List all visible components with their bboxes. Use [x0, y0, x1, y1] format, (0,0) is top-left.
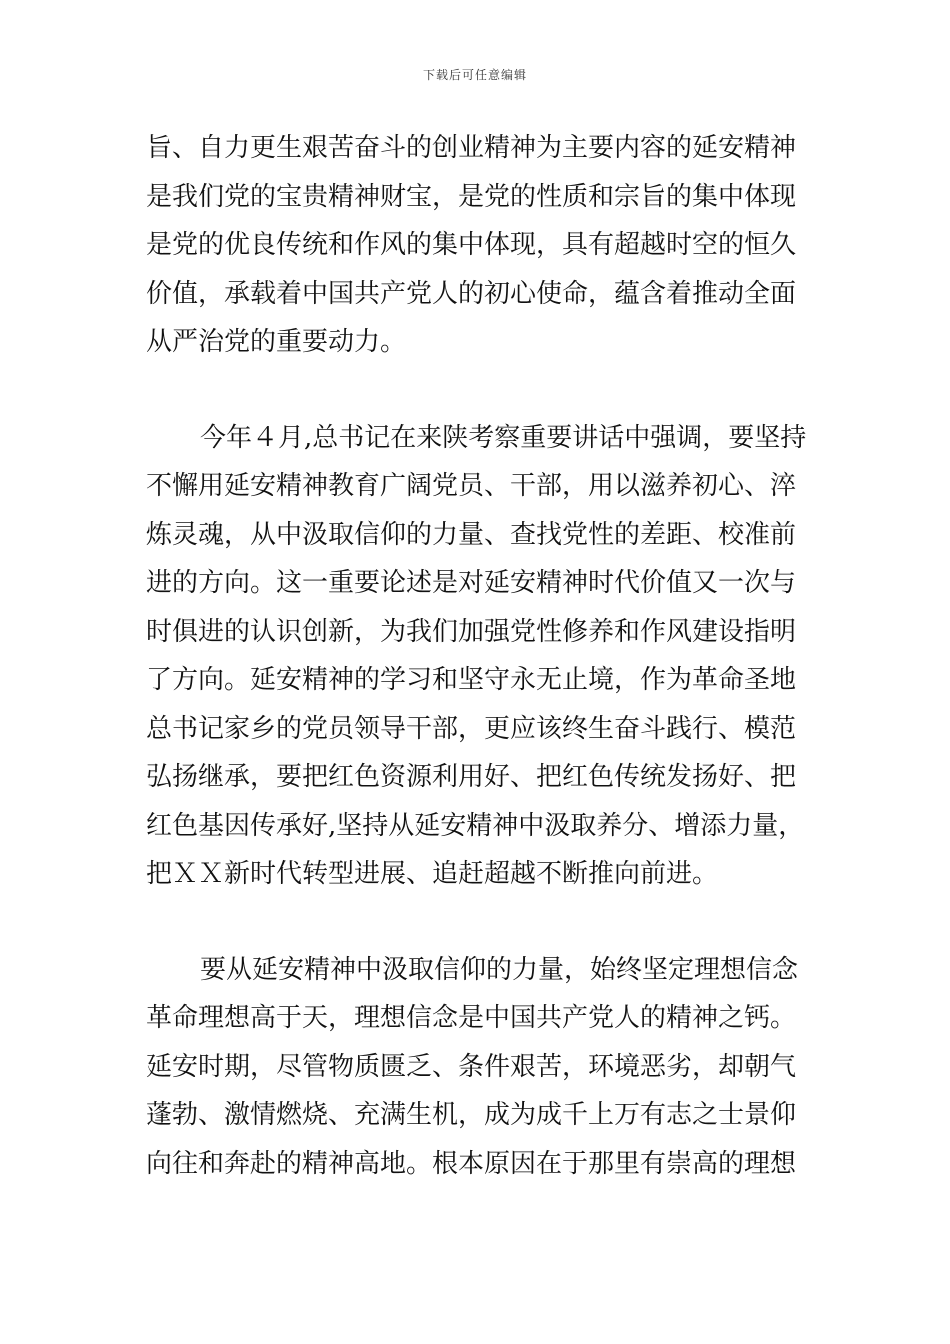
- document-body: [146, 124, 812, 1188]
- text-line: 旨、自力更生艰苦奋斗的创业精神为主要内容的延安精神: [146, 133, 797, 163]
- text-line: 进的方向。这一重要论述是对延安精神时代价值又一次与: [146, 568, 797, 598]
- text-line: 蓬勃、激情燃烧、充满生机，成为成千上万有志之士景仰: [146, 1100, 797, 1130]
- text-line: 向往和奔赴的精神高地。根本原因在于那里有崇高的理想: [146, 1148, 797, 1179]
- paragraph-2: [146, 414, 812, 899]
- paragraph-gap: [146, 899, 812, 946]
- text-line: 总书记家乡的党员领导干部，更应该终生奋斗践行、模范: [146, 713, 797, 744]
- text-line: 今年４月,总书记在来陕考察重要讲话中强调，要坚持: [200, 422, 807, 453]
- text-line: 要从延安精神中汲取信仰的力量，始终坚定理想信念: [200, 954, 799, 985]
- header-note: 下载后可任意编辑: [422, 68, 527, 82]
- text-line: 延安时期，尽管物质匮乏、条件艰苦，环境恶劣，却朝气: [146, 1051, 797, 1082]
- text-line: 炼灵魂，从中汲取信仰的力量、查找党性的差距、校准前: [146, 519, 797, 550]
- text-line: 价值，承载着中国共产党人的初心使命，蕴含着推动全面: [146, 278, 797, 309]
- text-line: 了方向。延安精神的学习和坚守永无止境，作为革命圣地: [146, 665, 797, 695]
- paragraph-gap: [146, 367, 812, 414]
- text-line: 红色基因传承好,坚持从延安精神中汲取养分、增添力量，: [146, 810, 805, 841]
- text-line: 从严治党的重要动力。: [146, 327, 407, 357]
- text-line: 是我们党的宝贵精神财宝，是党的性质和宗旨的集中体现: [146, 181, 797, 212]
- text-line: 把ＸＸ新时代转型进展、追赶超越不断推向前进。: [146, 859, 719, 889]
- text-line: 时俱进的认识创新，为我们加强党性修养和作风建设指明: [146, 616, 797, 647]
- text-line: 革命理想高于天，理想信念是中国共产党人的精神之钙。: [146, 1003, 797, 1033]
- text-line: 不懈用延安精神教育广阔党员、干部，用以滋养初心、淬: [146, 471, 797, 501]
- paragraph-1: [146, 124, 812, 367]
- text-line: 是党的优良传统和作风的集中体现，具有超越时空的恒久: [146, 230, 797, 260]
- paragraph-3: [146, 946, 812, 1189]
- text-line: 弘扬继承，要把红色资源利用好、把红色传统发扬好、把: [146, 762, 797, 792]
